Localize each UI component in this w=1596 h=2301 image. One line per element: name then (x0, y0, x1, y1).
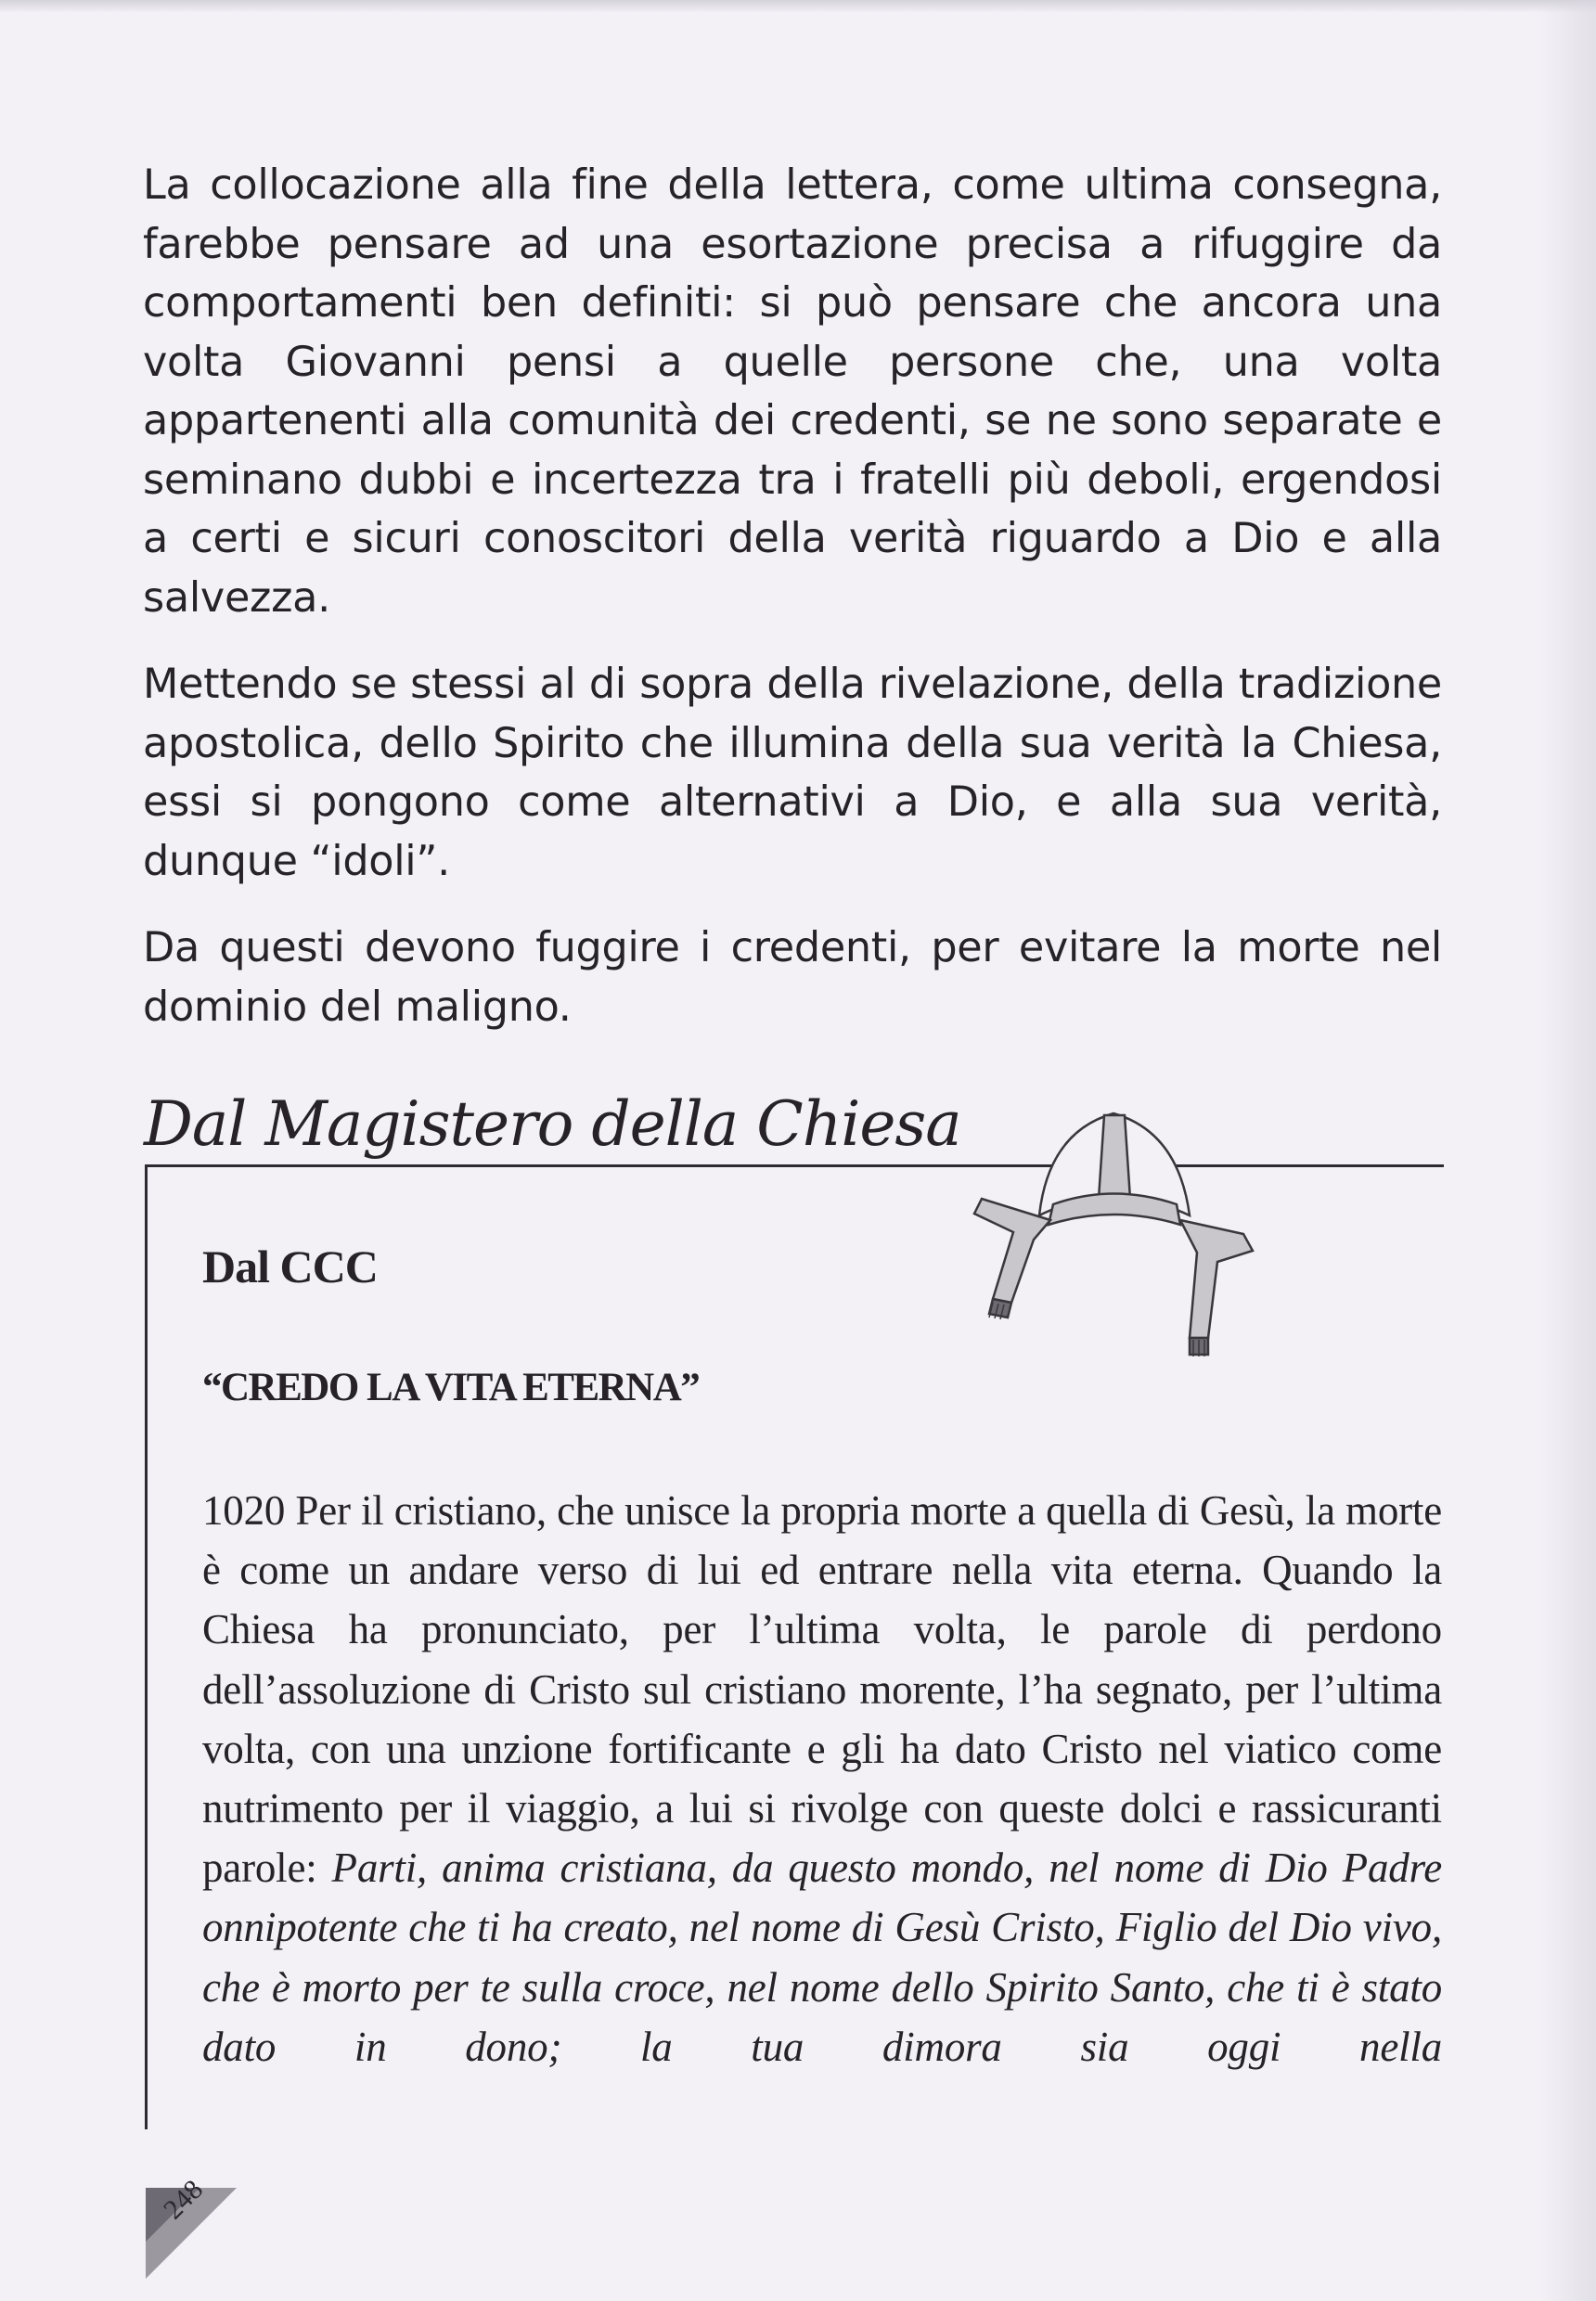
intro-paragraph-3: Da questi devono fuggire i credenti, per evitare la morte nel dominio del maligno. (143, 924, 1442, 1031)
source-title: Dal CCC (202, 1240, 378, 1292)
page-top-edge (0, 0, 1596, 13)
section-heading: Dal Magistero della Chiesa (144, 1088, 961, 1160)
quote-italic-text: Parti, anima cristiana, da questo mondo, nel nome di Dio Padre onnipotente che ti ha creato, nel nome di Gesù Cristo, Figlio del Dio vivo, che è morto per te sulla croce, nel nome dello Spirito Santo, che ti è stato dato in dono; la tua dimora sia oggi nella (202, 1845, 1442, 2070)
bishop-mitre-icon (965, 1095, 1262, 1364)
intro-text (143, 156, 1442, 1064)
intro-paragraph-2: Mettendo se stessi al di sopra della rivelazione, della tradizione apostolica, dello Spirito che illumina della sua verità la Chiesa, essi si pongono come alternativi a Dio, e alla sua verità, dunque “idoli”. (143, 661, 1442, 885)
article-subtitle: “CREDO LA VITA ETERNA” (202, 1366, 700, 1409)
page-number: 248 (158, 2174, 210, 2226)
page-right-shade (1540, 0, 1596, 2301)
catechism-quote (202, 1481, 1442, 2076)
intro-paragraph-1: La collocazione alla fine della lettera, come ultima consegna, farebbe pensare ad una esortazione precisa a rifuggire da comportamenti ben definiti: si può pensare che ancora una volta Giovanni pensi a quelle persone che, una volta appartenenti alla comunità dei credenti, se ne sono separate e seminano dubbi e incertezza tra i fratelli più deboli, ergendosi a certi e sicuri conoscitori della verità riguardo a Dio e alla salvezza. (143, 161, 1442, 622)
quote-text: 1020 Per il cristiano, che unisce la propria morte a quella di Gesù, la morte è come un andare verso di lui ed entrare nella vita eterna. Quando la Chiesa ha pronunciato, per l’ultima volta, le parole di perdono dell’assoluzione di Cristo sul cristiano morente, l’ha segnato, per l’ultima volta, con una unzione fortificante e gli ha dato Cristo nel viatico come nutrimento per il viaggio, a lui si rivolge con queste dolci e rassicuranti parole: (202, 1487, 1442, 1892)
section-left-rule (145, 1164, 148, 2129)
